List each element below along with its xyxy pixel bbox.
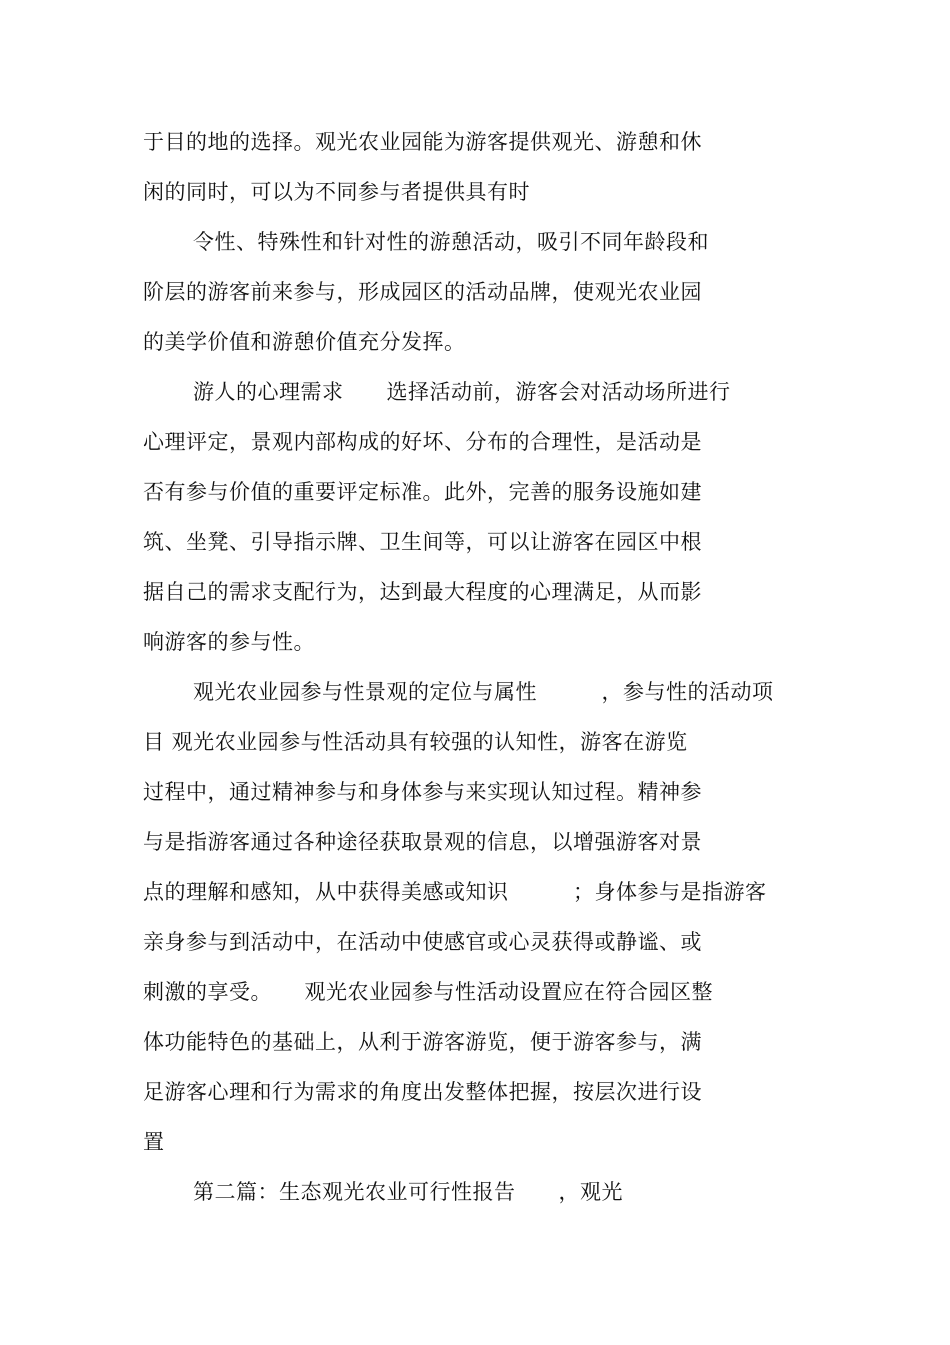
section-heading-line: 第二篇：生态观光农业可行性报告 ，观光 [193, 1180, 623, 1204]
text-line-10: 据自己的需求支配行为，达到最大程度的心理满足，从而影 [143, 580, 702, 604]
text-line-6: 游人的心理需求 选择活动前，游客会对活动场所进行 [193, 380, 731, 404]
text-line-19: 体功能特色的基础上，从利于游客游览，便于游客参与，满 [143, 1030, 702, 1054]
text-line-5: 的美学价值和游憩价值充分发挥。 [143, 330, 466, 354]
text-line-2: 闲的同时，可以为不同参与者提供具有时 [143, 180, 530, 204]
text-line-3: 令性、特殊性和针对性的游憩活动，吸引不同年龄段和 [193, 230, 709, 254]
text-line-12: 观光农业园参与性景观的定位与属性 ，参与性的活动项 [193, 680, 774, 704]
text-line-15: 与是指游客通过各种途径获取景观的信息，以增强游客对景 [143, 830, 702, 854]
text-line-11: 响游客的参与性。 [143, 630, 315, 654]
text-line-7: 心理评定，景观内部构成的好坏、分布的合理性，是活动是 [143, 430, 702, 454]
text-line-18: 刺激的享受。 观光农业园参与性活动设置应在符合园区整 [143, 980, 713, 1004]
text-line-20: 足游客心理和行为需求的角度出发整体把握，按层次进行设 [143, 1080, 702, 1104]
text-line-16: 点的理解和感知，从中获得美感或知识 ；身体参与是指游客 [143, 880, 767, 904]
text-line-17: 亲身参与到活动中，在活动中使感官或心灵获得或静谧、或 [143, 930, 702, 954]
text-line-1: 于目的地的选择。观光农业园能为游客提供观光、游憩和休 [143, 130, 702, 154]
text-line-4: 阶层的游客前来参与，形成园区的活动品牌，使观光农业园 [143, 280, 702, 304]
text-line-14: 过程中，通过精神参与和身体参与来实现认知过程。精神参 [143, 780, 702, 804]
text-line-13: 目 观光农业园参与性活动具有较强的认知性，游客在游览 [143, 730, 688, 754]
text-line-21: 置 [143, 1130, 165, 1154]
text-line-8: 否有参与价值的重要评定标准。此外，完善的服务设施如建 [143, 480, 702, 504]
text-line-9: 筑、坐凳、引导指示牌、卫生间等，可以让游客在园区中根 [143, 530, 702, 554]
